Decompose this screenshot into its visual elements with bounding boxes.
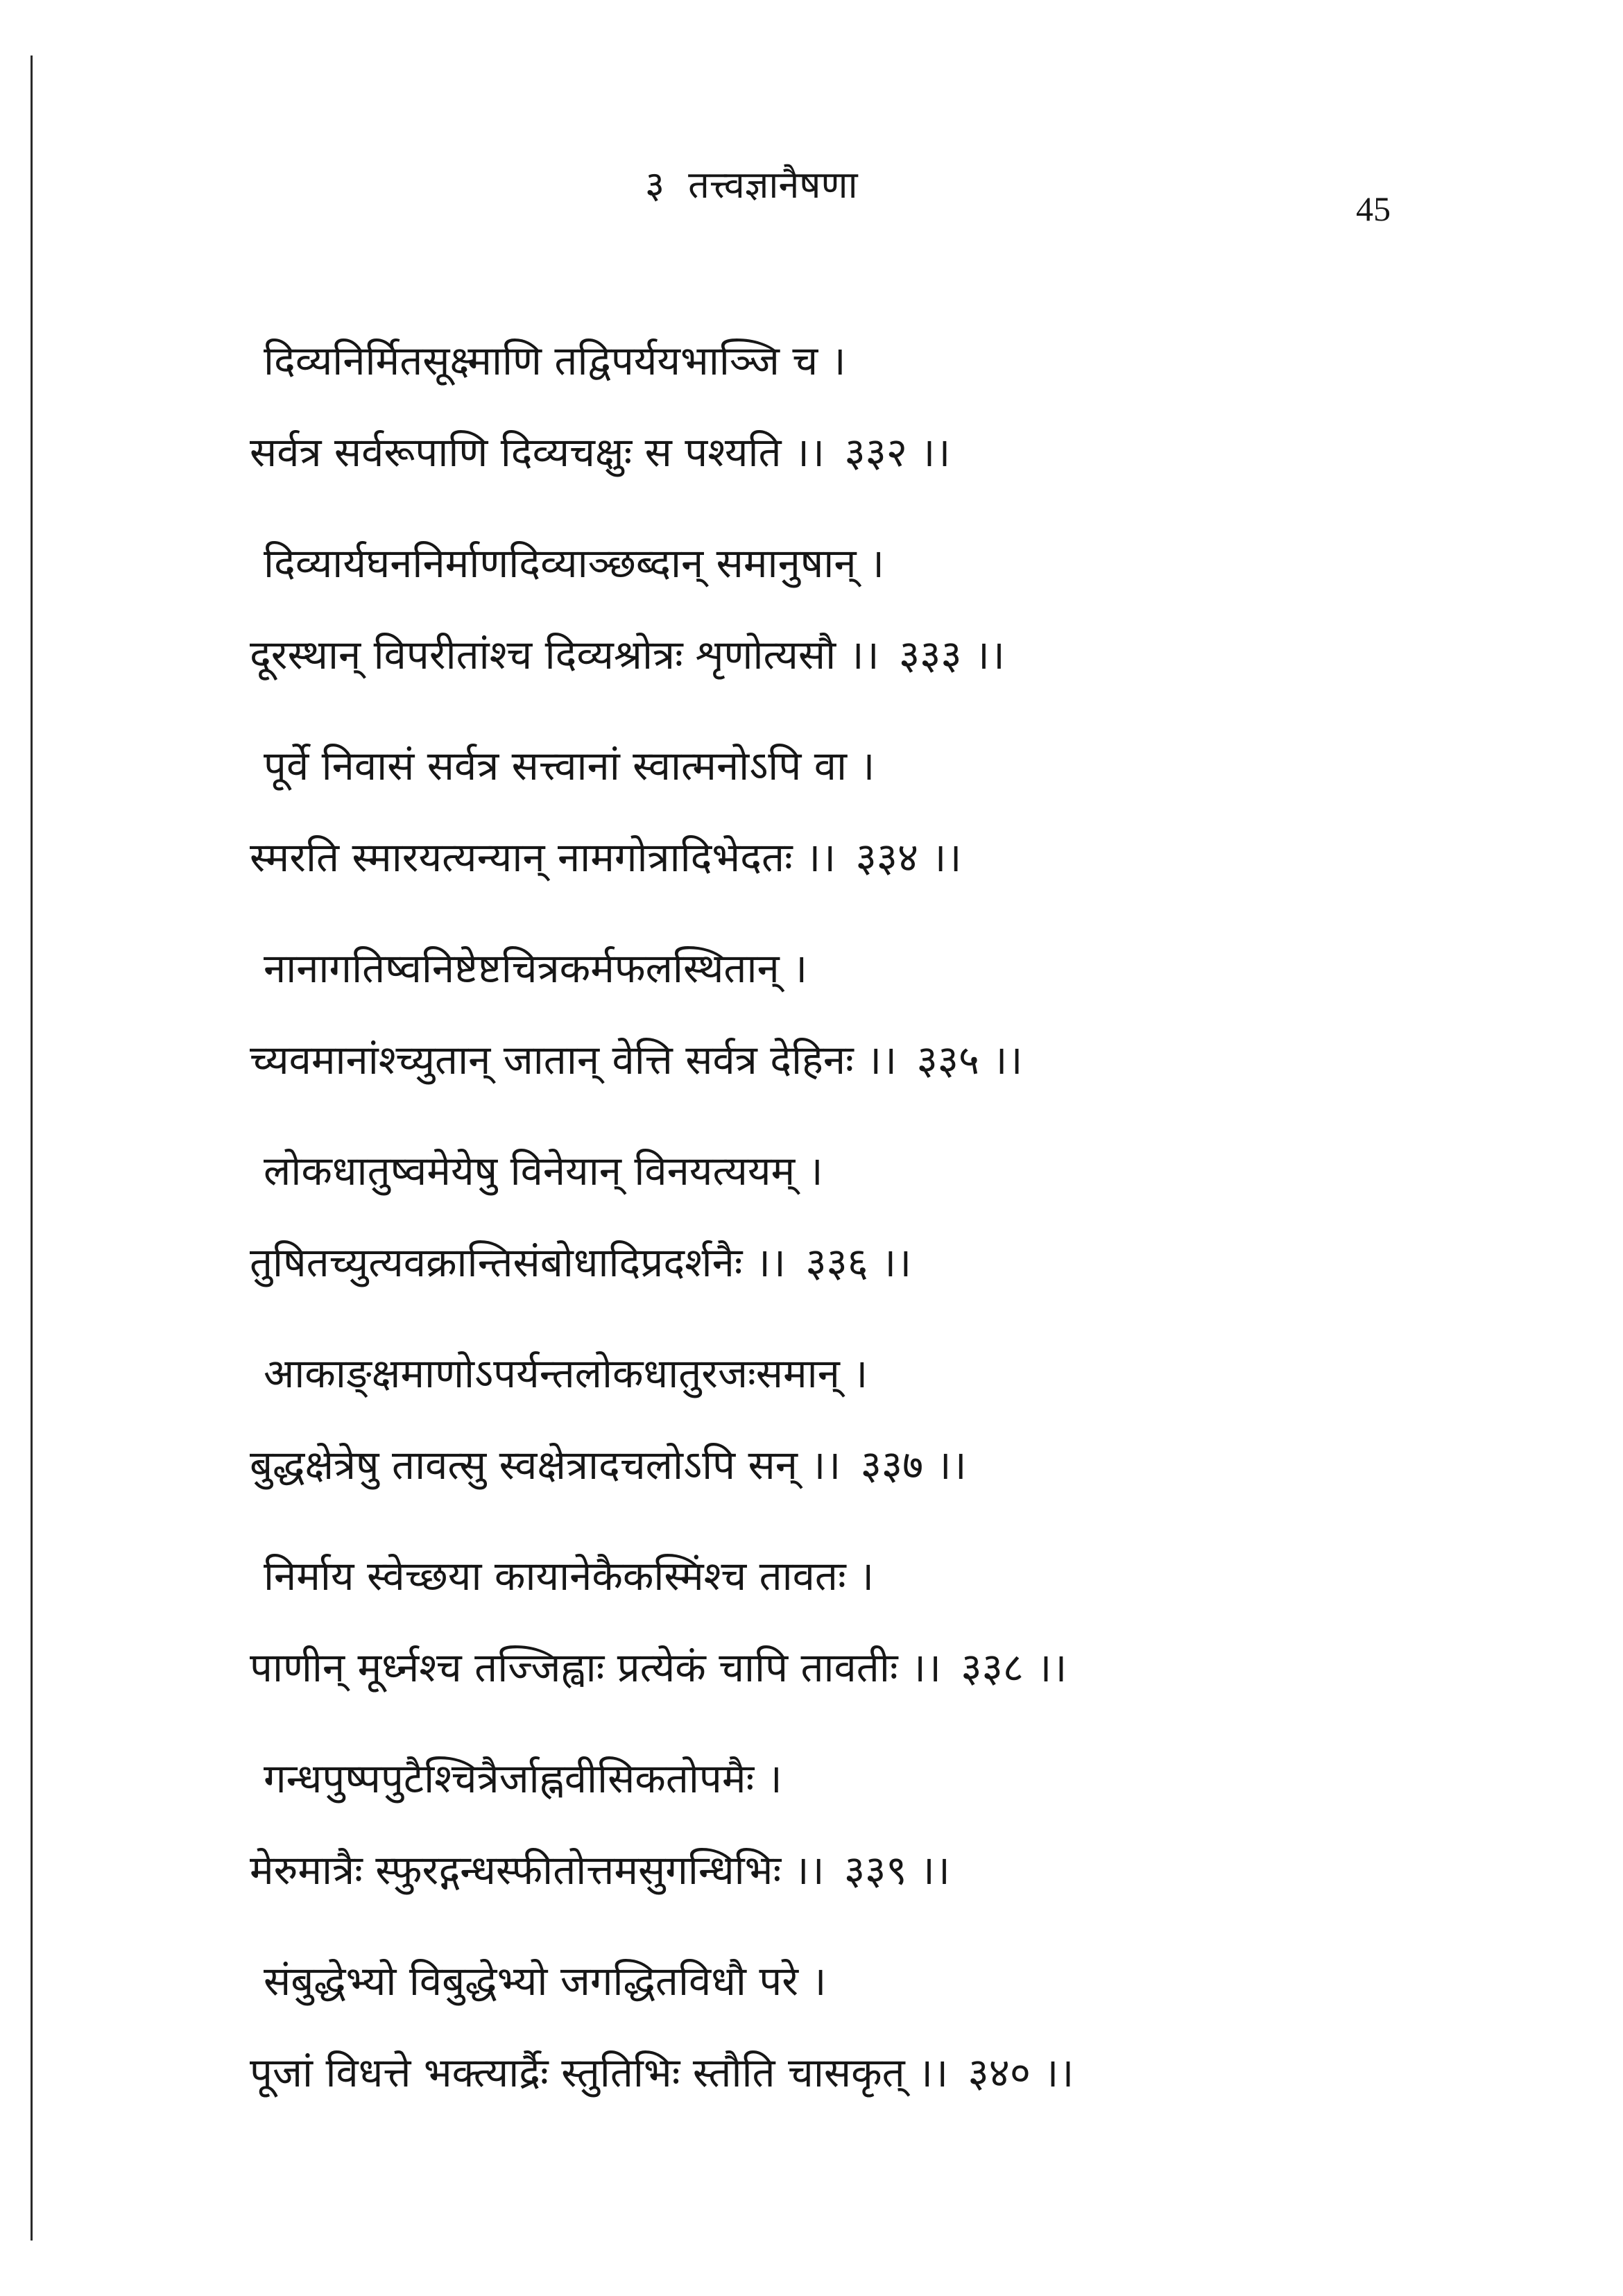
verse-number: ३४० ।। <box>968 2049 1074 2096</box>
running-header <box>645 163 858 207</box>
verse-text: बुद्धक्षेत्रेषु तावत्सु स्वक्षेत्रादचलोऽपि सन् ।। <box>250 1441 841 1489</box>
verse-number: ३३५ ।। <box>916 1036 1023 1083</box>
verse-line-1 <box>236 1935 1415 2027</box>
verse-line-2 <box>236 2027 1415 2118</box>
page-edge-line <box>31 55 33 2241</box>
chapter-number: ३ <box>645 163 665 207</box>
verse-line-1 <box>236 517 1415 609</box>
verse-text: सर्वत्र सर्वरूपाणि दिव्यचक्षुः स पश्यति ।। <box>250 429 825 476</box>
verse-line-2 <box>236 1824 1415 1916</box>
verse-text: दिव्यार्यघननिर्माणदिव्याञ्छब्दान् समानुषान् । <box>264 540 884 587</box>
verse-text: मेरुमात्रैः स्फुरद्गन्धस्फीतोत्तमसुगन्धिभिः ।। <box>250 1847 825 1894</box>
page-number: 45 <box>1356 189 1391 228</box>
verse <box>236 1733 1415 1916</box>
verse-line-1 <box>236 1733 1415 1824</box>
verse-number: ३३७ ।। <box>860 1441 967 1489</box>
verse-line-1 <box>236 923 1415 1014</box>
verse-number: ३३९ ।। <box>844 1847 950 1894</box>
verse-text: पूजां विधत्ते भक्त्यार्द्रैः स्तुतिभिः स्तौति चासकृत् ।। <box>250 2049 949 2096</box>
verse-text: पाणीन् मूर्ध्नश्च तज्जिह्वाः प्रत्येकं चापि तावतीः ।। <box>250 1644 941 1691</box>
verse-line-2 <box>236 1217 1415 1308</box>
verse-text: लोकधातुष्वमेयेषु विनेयान् विनयत्ययम् । <box>264 1147 823 1194</box>
verse-text: पूर्वे निवासं सर्वत्र सत्त्वानां स्वात्मनोऽपि वा । <box>264 742 875 789</box>
verse-text: गन्धपुष्पपुटैश्चित्रैर्जाह्नवीसिकतोपमैः । <box>264 1755 782 1802</box>
verse <box>236 1328 1415 1511</box>
verse-text: तुषितच्युत्यवक्रान्तिसंबोधादिप्रदर्शनैः ।। <box>250 1239 786 1286</box>
verse-line-2 <box>236 406 1415 498</box>
verse-text: नानागतिष्वनिष्टेष्टचित्रकर्मफलस्थितान् । <box>264 945 808 992</box>
verse-text: दूरस्थान् विपरीतांश्च दिव्यश्रोत्रः शृणोत्यसौ ।। <box>250 631 879 678</box>
verse-line-1 <box>236 1530 1415 1622</box>
verse-number: ३३२ ।। <box>844 429 951 476</box>
verse-line-2 <box>236 1014 1415 1106</box>
verse <box>236 517 1415 701</box>
verse-text: निर्माय स्वेच्छया कायानेकैकस्मिंश्च तावतः । <box>264 1552 875 1600</box>
verse <box>236 923 1415 1106</box>
chapter-title: तत्त्वज्ञानैषणा <box>688 163 858 207</box>
verse-line-1 <box>236 1328 1415 1419</box>
verse <box>236 1530 1415 1713</box>
verse <box>236 315 1415 498</box>
verse <box>236 1935 1415 2118</box>
verse-line-1 <box>236 315 1415 406</box>
verse-text: संबुद्धेभ्यो विबुद्धेभ्यो जगद्धितविधौ परे । <box>264 1957 827 2005</box>
verse-number: ३३४ ।। <box>855 834 962 881</box>
verse-number: ३३८ ।। <box>961 1644 1067 1691</box>
verse-line-1 <box>236 720 1415 812</box>
verse-text: दिव्यनिर्मितसूक्ष्माणि तद्विपर्ययभाञ्जि च । <box>264 337 846 384</box>
verse-line-2 <box>236 812 1415 903</box>
verse-number: ३३३ ।। <box>899 631 1005 678</box>
verse-number: ३३६ ।। <box>805 1239 912 1286</box>
verse-line-2 <box>236 1622 1415 1713</box>
verse <box>236 720 1415 903</box>
verse-text: आकाङ्क्षमाणोऽपर्यन्तलोकधातुरजःसमान् । <box>264 1350 868 1397</box>
verse-text: स्मरति स्मारयत्यन्यान् नामगोत्रादिभेदतः ।। <box>250 834 836 881</box>
verse-line-2 <box>236 609 1415 701</box>
verse-text: च्यवमानांश्च्युतान् जातान् वेत्ति सर्वत्र देहिनः ।। <box>250 1036 898 1083</box>
verse-list <box>236 315 1415 2138</box>
verse <box>236 1125 1415 1308</box>
verse-line-1 <box>236 1125 1415 1217</box>
verse-line-2 <box>236 1419 1415 1511</box>
